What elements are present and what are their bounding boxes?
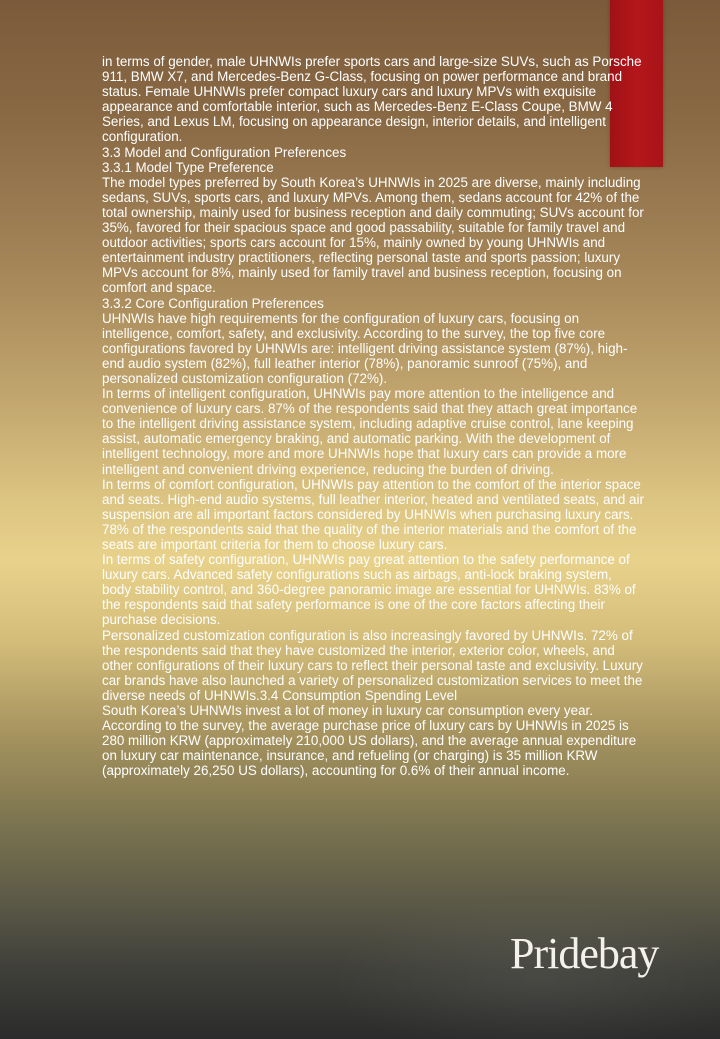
paragraph-safety-configuration: In terms of safety configuration, UHNWIs pay great attention to the safety performance of luxury cars. Advanced safety configurations such as airbags, anti-lock braking system, body stability control, and 360-degree panoramic image are essential for UHNWIs. 83% of the respondents said that safety performance is one of the core factors affecting their purchase decisions. <box>102 552 636 628</box>
section-heading-3-3: 3.3 Model and Configuration Preferences <box>102 144 347 160</box>
paragraph-gender-preference: in terms of gender, male UHNWIs prefer sports cars and large-size SUVs, such as Porsche 911, BMW X7, and Mercedes-Benz G-Class, focusing on power performance and brand status. Female UHNWIs prefer compact luxury cars and luxury MPVs with exquisite appearance and comfortable interior, such as Mercedes-Benz E-Class Coupe, BMW 4 Series, and Lexus LM, focusing on appearance design, interior details, and intelligent configuration. <box>102 54 642 145</box>
document-body <box>102 54 644 779</box>
paragraph-model-types: The model types preferred by South Korea’s UHNWIs in 2025 are diverse, mainly including sedans, SUVs, sports cars, and luxury MPVs. Among them, sedans account for 42% of the total ownership, mainly used for business reception and daily commuting; SUVs account for 35%, favored for their spacious space and good passability, suitable for family travel and outdoor activities; sports cars account for 15%, mainly owned by young UHNWIs and entertainment industry practitioners, reflecting personal taste and sports passion; luxury MPVs account for 8%, mainly used for family travel and business reception, focusing on comfort and space. <box>102 174 644 296</box>
paragraph-consumption-spending: South Korea’s UHNWIs invest a lot of money in luxury car consumption every year. According to the survey, the average purchase price of luxury cars by UHNWIs in 2025 is 280 million KRW (approximately 210,000 US dollars), and the average annual expenditure on luxury car maintenance, insurance, and refueling (or charging) is 35 million KRW (approximately 26,250 US dollars), accounting for 0.6% of their annual income. <box>102 703 637 779</box>
subsection-heading-3-3-1: 3.3.1 Model Type Preference <box>102 159 274 175</box>
paragraph-comfort-configuration: In terms of comfort configuration, UHNWIs pay attention to the comfort of the interior space and seats. High-end audio systems, full leather interior, heated and ventilated seats, and air suspension are all important factors considered by UHNWIs when purchasing luxury cars. 78% of the respondents said that the quality of the interior materials and the comfort of the seats are important criteria for them to choose luxury cars. <box>102 476 644 552</box>
paragraph-core-configurations: UHNWIs have high requirements for the configuration of luxury cars, focusing on intelligence, comfort, safety, and exclusivity. According to the survey, the top five core configurations favored by UHNWIs are: intelligent driving assistance system (87%), high-end audio system (82%), full leather interior (78%), panoramic sunroof (75%), and personalized customization configuration (72%). <box>102 310 628 386</box>
paragraph-customization: Personalized customization configuration is also increasingly favored by UHNWIs. 72% of the respondents said that they have customized the interior, exterior color, wheels, and other configurations of their luxury cars to reflect their personal taste and exclusivity. Luxury car brands have also launched a variety of personalized customization services to meet the diverse needs of UHNWIs.3.4 Consumption Spending Level <box>102 627 643 703</box>
paragraph-intelligent-configuration: In terms of intelligent configuration, UHNWIs pay more attention to the intelligence and convenience of luxury cars. 87% of the respondents said that they attach great importance to the intelligent driving assistance system, including adaptive cruise control, lane keeping assist, automatic emergency braking, and automatic parking. With the development of intelligent technology, more and more UHNWIs hope that luxury cars can provide a more intelligent and convenient driving experience, reducing the burden of driving. <box>102 386 638 477</box>
subsection-heading-3-3-2: 3.3.2 Core Configuration Preferences <box>102 295 324 311</box>
pridebay-logo: Pridebay <box>510 929 659 978</box>
